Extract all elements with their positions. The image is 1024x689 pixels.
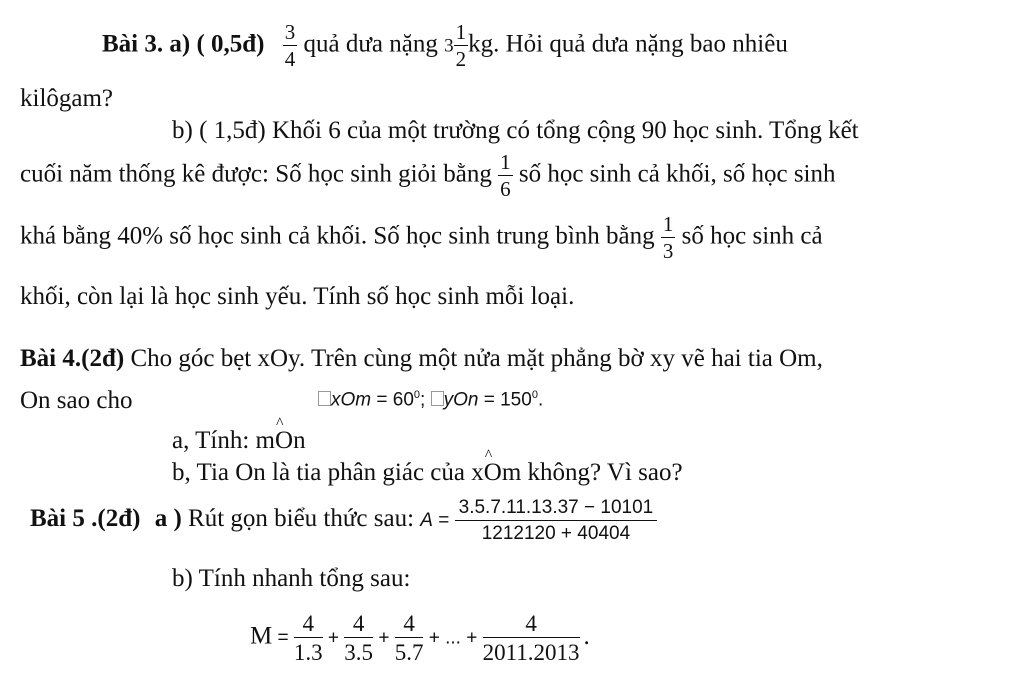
mixed-number-fraction <box>454 22 469 70</box>
sum-term <box>294 612 323 664</box>
sum-end: . <box>583 622 590 650</box>
bai3-b-line3-pre: khá bằng 40% số học sinh cả khối. Số học sinh trung bình bằng <box>20 222 661 250</box>
fraction-numerator: 3.5.7.11.13.37 − 10101 <box>455 498 658 521</box>
fraction-numerator: 1 <box>500 150 511 174</box>
equals-sign: = <box>272 627 294 649</box>
sum-last-term <box>483 612 580 664</box>
formula-eq2: = 150 <box>478 389 532 411</box>
formula-eq1: = 60 <box>371 389 414 411</box>
bai3-a-line <box>102 22 788 70</box>
fraction-denominator: 1212120 + 40404 <box>481 522 631 544</box>
formula-om: Om <box>340 389 372 411</box>
angle-placeholder-icon <box>318 391 331 406</box>
fraction-denominator: 4 <box>284 47 296 71</box>
fraction-numerator: 4 <box>483 612 580 638</box>
bai3-b-line2-pre: cuối năm thống kê được: Số học sinh giỏi bằng <box>20 160 499 188</box>
bai5-label: Bài 5 .(2đ) <box>30 505 141 532</box>
bai4-a-post: n <box>293 427 306 454</box>
formula-end: . <box>537 389 544 411</box>
fraction-numerator: 4 <box>294 612 323 638</box>
sum-term <box>344 612 373 664</box>
formula-on: On <box>453 389 479 411</box>
fraction-denominator: 2011.2013 <box>482 640 580 665</box>
fraction-denominator: 3 <box>662 239 674 263</box>
fraction-numerator: 1 <box>455 20 467 44</box>
bai5-a-text: Rút gọn biểu thức sau: <box>188 505 421 532</box>
bai3-a-line2: kilôgam? <box>20 85 114 112</box>
bai3-b-line2 <box>20 152 836 200</box>
bai3-a-fraction <box>283 22 298 70</box>
fraction-one-third <box>661 214 676 262</box>
plus-sign: + <box>373 627 395 649</box>
mixed-number-whole: 3 <box>444 35 454 57</box>
bai4-formula <box>318 390 543 409</box>
plus-sign: + <box>322 627 345 649</box>
bai4-line1-text: Cho góc bẹt xOy. Trên cùng một nửa mặt phẳng bờ xy vẽ hai tia Om, <box>124 345 823 372</box>
formula-sep: ; <box>420 389 431 411</box>
degree-mark: 0 <box>413 389 421 401</box>
plus-sign: + <box>460 627 483 649</box>
bai3-a-label: Bài 3. a) ( 0,5đ) <box>102 30 265 58</box>
bai4-a <box>172 428 306 453</box>
fraction-denominator: 1.3 <box>293 640 323 665</box>
sum-term <box>395 612 424 664</box>
bai4-line1 <box>20 346 823 371</box>
bai5-a-label: a ) <box>154 505 189 532</box>
fraction-one-sixth <box>498 152 513 200</box>
bai4-line2: On sao cho <box>20 387 133 414</box>
fraction-denominator: 6 <box>500 177 511 201</box>
bai5-a-line <box>30 494 657 543</box>
angle-hat-letter: ^ O <box>275 428 293 453</box>
degree-mark: 0 <box>531 389 538 401</box>
bai3-b-line2-post: số học sinh cả khối, số học sinh <box>512 160 836 188</box>
bai4-b <box>172 460 683 485</box>
bai3-b-line3-post: số học sinh cả <box>675 222 823 250</box>
bai5-a-fraction <box>455 498 658 543</box>
fraction-denominator: 3.5 <box>344 640 374 665</box>
angle-hat-letter: ^ O <box>484 460 502 485</box>
fraction-numerator: 1 <box>662 212 674 236</box>
bai3-b-line3 <box>20 214 823 262</box>
fraction-numerator: 4 <box>344 612 373 638</box>
fraction-numerator: 4 <box>395 612 424 638</box>
angle-placeholder-icon <box>431 391 444 406</box>
bai4-label: Bài 4.(2đ) <box>20 345 125 372</box>
bai4-b-post: m không? Vì sao? <box>501 459 683 486</box>
bai4-a-pre: a, Tính: m <box>172 427 276 454</box>
plus-sign: + <box>423 627 446 649</box>
ellipsis: ... <box>445 627 461 649</box>
bai3-b-line4: khối, còn lại là học sinh yếu. Tính số học sinh mỗi loại. <box>20 283 575 310</box>
bai4-b-pre: b, Tia On là tia phân giác của x <box>172 459 484 486</box>
bai5-m-expression <box>250 612 590 664</box>
formula-var-y: y <box>443 389 454 411</box>
bai3-b-line1: b) ( 1,5đ) Khối 6 của một trường có tổng cộng 90 học sinh. Tổng kết <box>172 117 859 144</box>
equals-sign: = <box>432 510 455 531</box>
bai3-a-text1: quả dưa nặng <box>297 30 445 58</box>
bai3-a-text2: kg. Hỏi quả dưa nặng bao nhiêu <box>468 30 788 58</box>
formula-var-x: x <box>331 389 341 411</box>
var-m: M <box>250 622 273 650</box>
fraction-numerator: 3 <box>284 20 296 44</box>
bai5-b-line: b) Tính nhanh tổng sau: <box>172 565 411 592</box>
fraction-denominator: 2 <box>455 47 467 71</box>
fraction-denominator: 5.7 <box>394 640 424 665</box>
var-a: A <box>420 510 433 531</box>
